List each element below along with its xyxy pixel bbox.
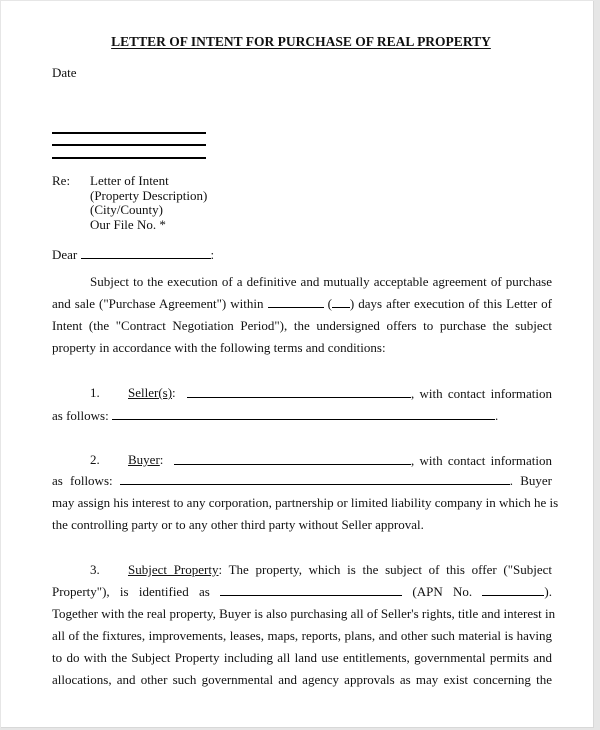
re-line-2: (Property Description) bbox=[90, 188, 208, 203]
subject-identified-as: Property"), is identified as bbox=[52, 584, 210, 599]
seller-as-follows: as follows: bbox=[52, 408, 109, 423]
subject-line-6: allocations, and other such governmental and agency approvals as may exist concerning the bbox=[52, 672, 552, 687]
buyer-contact-line bbox=[52, 470, 552, 492]
buyer-line-3: may assign his interest to any corporation, partnership or limited liability company in which he is bbox=[52, 495, 559, 510]
intro-line-2 bbox=[52, 293, 552, 315]
buyer-tail: Buyer bbox=[520, 473, 552, 488]
salutation bbox=[52, 246, 214, 263]
section-2-number: 2. bbox=[90, 452, 100, 467]
subject-property-paragraph bbox=[52, 559, 556, 691]
intro-line-3: Intent (the "Contract Negotiation Period"), the undersigned offers to purchase the subject bbox=[52, 318, 552, 333]
section-2-heading bbox=[128, 452, 163, 468]
intro-paragraph bbox=[52, 271, 552, 359]
negotiation-days-number-blank[interactable] bbox=[332, 295, 350, 308]
subject-line-1-text: The property, which is the subject of this offer ("Subject bbox=[228, 562, 553, 577]
apn-label: (APN No. bbox=[412, 584, 473, 599]
buyer-contact-blank[interactable] bbox=[120, 472, 510, 485]
buyer-paragraph bbox=[52, 470, 559, 536]
address-line-3[interactable] bbox=[52, 157, 206, 159]
document-page bbox=[1, 1, 594, 728]
buyer-line-4: the controlling party or to any other third party without Seller approval. bbox=[52, 517, 424, 532]
buyer-contact-label: , with contact information bbox=[411, 453, 553, 468]
subject-line-4: all of the fixtures, improvements, leases, maps, reports, plans, and other such material is having bbox=[52, 628, 552, 643]
buyer-name-blank[interactable] bbox=[174, 452, 411, 465]
subject-property-heading-suffix: : bbox=[218, 562, 223, 577]
seller-period: . bbox=[494, 408, 499, 423]
subject-line-1 bbox=[52, 559, 552, 581]
section-1-number: 1. bbox=[90, 385, 100, 400]
section-3-number: 3. bbox=[90, 562, 100, 577]
seller-name-blank[interactable] bbox=[187, 385, 411, 398]
buyer-heading: Buyer bbox=[128, 452, 160, 467]
seller-name-line bbox=[187, 385, 552, 402]
intro-line-4: property in accordance with the following terms and conditions: bbox=[52, 340, 386, 355]
subject-line-5: to do with the Subject Property including all land use entitlements, governmental permits and bbox=[52, 650, 552, 665]
salutation-label: Dear bbox=[52, 247, 78, 262]
property-identification-blank[interactable] bbox=[220, 583, 402, 596]
apn-close: ). bbox=[544, 584, 553, 599]
section-1-heading bbox=[128, 385, 176, 401]
intro-line-2b: ( bbox=[327, 296, 332, 311]
salutation-suffix: : bbox=[210, 247, 215, 262]
subject-property-heading: Subject Property bbox=[128, 562, 219, 577]
document-title: LETTER OF INTENT FOR PURCHASE OF REAL PROPERTY bbox=[111, 34, 491, 49]
buyer-as-follows: as follows: bbox=[52, 473, 113, 488]
intro-line-2a: and sale ("Purchase Agreement") within bbox=[52, 296, 264, 311]
re-label: Re: bbox=[52, 173, 71, 188]
seller-contact-label: , with contact information bbox=[411, 386, 553, 401]
apn-number-blank[interactable] bbox=[482, 583, 544, 596]
address-line-1[interactable] bbox=[52, 132, 206, 134]
buyer-name-line bbox=[174, 452, 552, 469]
buyer-period: . bbox=[509, 473, 514, 488]
re-line-4: Our File No. * bbox=[90, 217, 166, 232]
intro-line-1: Subject to the execution of a definitive and mutually acceptable agreement of purchase bbox=[90, 274, 552, 289]
negotiation-days-words-blank[interactable] bbox=[268, 295, 324, 308]
subject-line-3: Together with the real property, Buyer is also purchasing all of Seller's rights, title and interest in bbox=[52, 606, 556, 621]
seller-contact-blank[interactable] bbox=[112, 407, 495, 420]
address-line-2[interactable] bbox=[52, 144, 206, 146]
salutation-blank[interactable] bbox=[81, 246, 211, 259]
seller-heading-suffix: : bbox=[172, 385, 176, 400]
seller-heading: Seller(s) bbox=[128, 385, 173, 400]
intro-line-2c: ) days after execution of this Letter of bbox=[349, 296, 553, 311]
re-line-1: Letter of Intent bbox=[90, 173, 169, 188]
buyer-heading-suffix: : bbox=[159, 452, 164, 467]
seller-contact-line bbox=[52, 407, 498, 424]
re-line-3: (City/County) bbox=[90, 202, 163, 217]
subject-line-2 bbox=[52, 581, 552, 603]
date-label: Date bbox=[52, 65, 77, 80]
